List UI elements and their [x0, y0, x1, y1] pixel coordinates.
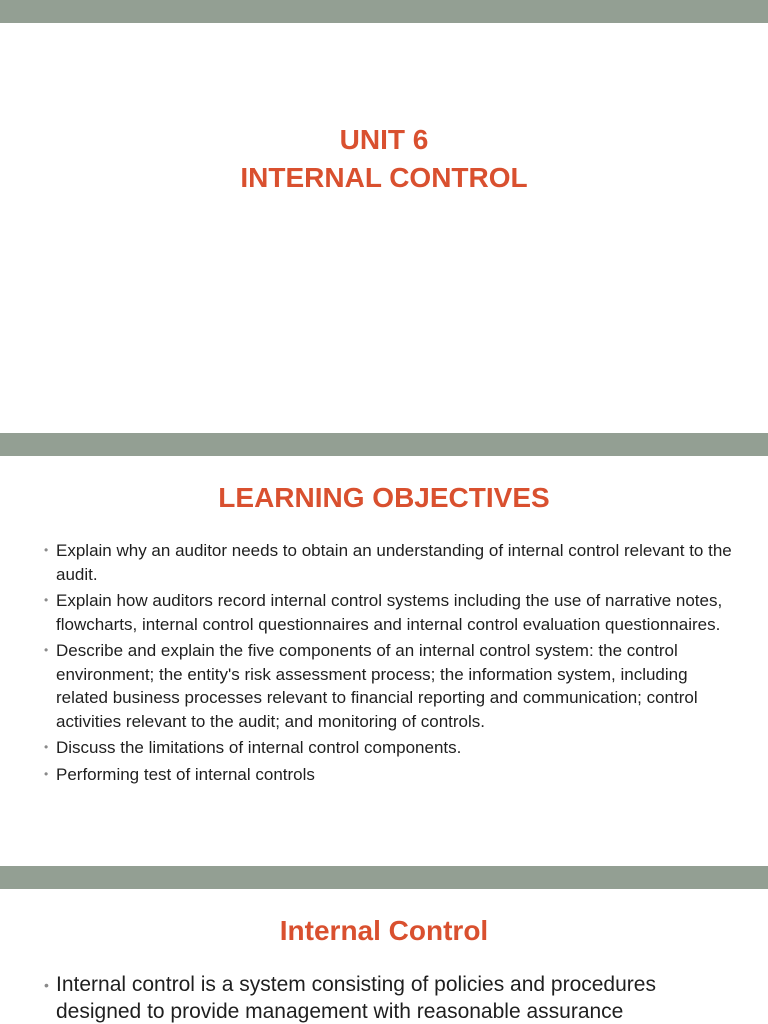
- list-item: [44, 589, 734, 636]
- internal-control-list: [44, 971, 744, 1024]
- bullet-icon: •: [44, 593, 49, 607]
- bullet-icon: •: [44, 740, 49, 754]
- list-item: [44, 639, 734, 733]
- list-item-text: Internal control is a system consisting of policies and procedures designed to provide management with reasonable assurance: [56, 973, 656, 1023]
- learning-objectives-slide: [0, 456, 768, 866]
- list-item-text: Performing test of internal controls: [56, 764, 315, 784]
- list-item-text: Explain how auditors record internal control systems including the use of narrative notes, flowcharts, internal control questionnaires and internal control evaluation questionnaires.: [56, 591, 723, 634]
- title-slide-heading: [0, 121, 768, 197]
- slide-separator-band: [0, 433, 768, 456]
- internal-control-heading: Internal Control: [279, 915, 489, 946]
- slide-separator-band: [0, 0, 768, 23]
- unit-title-line: INTERNAL CONTROL: [240, 162, 528, 193]
- bullet-icon: •: [44, 643, 49, 657]
- bullet-icon: •: [44, 766, 49, 781]
- unit-number-line: UNIT 6: [339, 124, 429, 155]
- list-item: [44, 736, 734, 760]
- list-item-text: Explain why an auditor needs to obtain an understanding of internal control relevant to the audit.: [56, 541, 732, 584]
- learning-objectives-list: [44, 539, 734, 789]
- title-slide: [0, 23, 768, 433]
- bullet-icon: •: [44, 977, 49, 993]
- learning-objectives-heading: LEARNING OBJECTIVES: [218, 482, 550, 513]
- internal-control-slide: [0, 889, 768, 1024]
- slide-separator-band: [0, 866, 768, 889]
- list-item-text: Discuss the limitations of internal control components.: [56, 738, 462, 757]
- list-item: [44, 539, 734, 586]
- list-item: [44, 971, 744, 1024]
- bullet-icon: •: [44, 543, 49, 557]
- list-item: [44, 763, 734, 787]
- list-item-text: Describe and explain the five components of an internal control system: the control environment; the entity's risk assessment process; the information system, including related business processes relevant to financial reporting and communication; control activities relevant to the audit; and monitoring of controls.: [56, 641, 698, 731]
